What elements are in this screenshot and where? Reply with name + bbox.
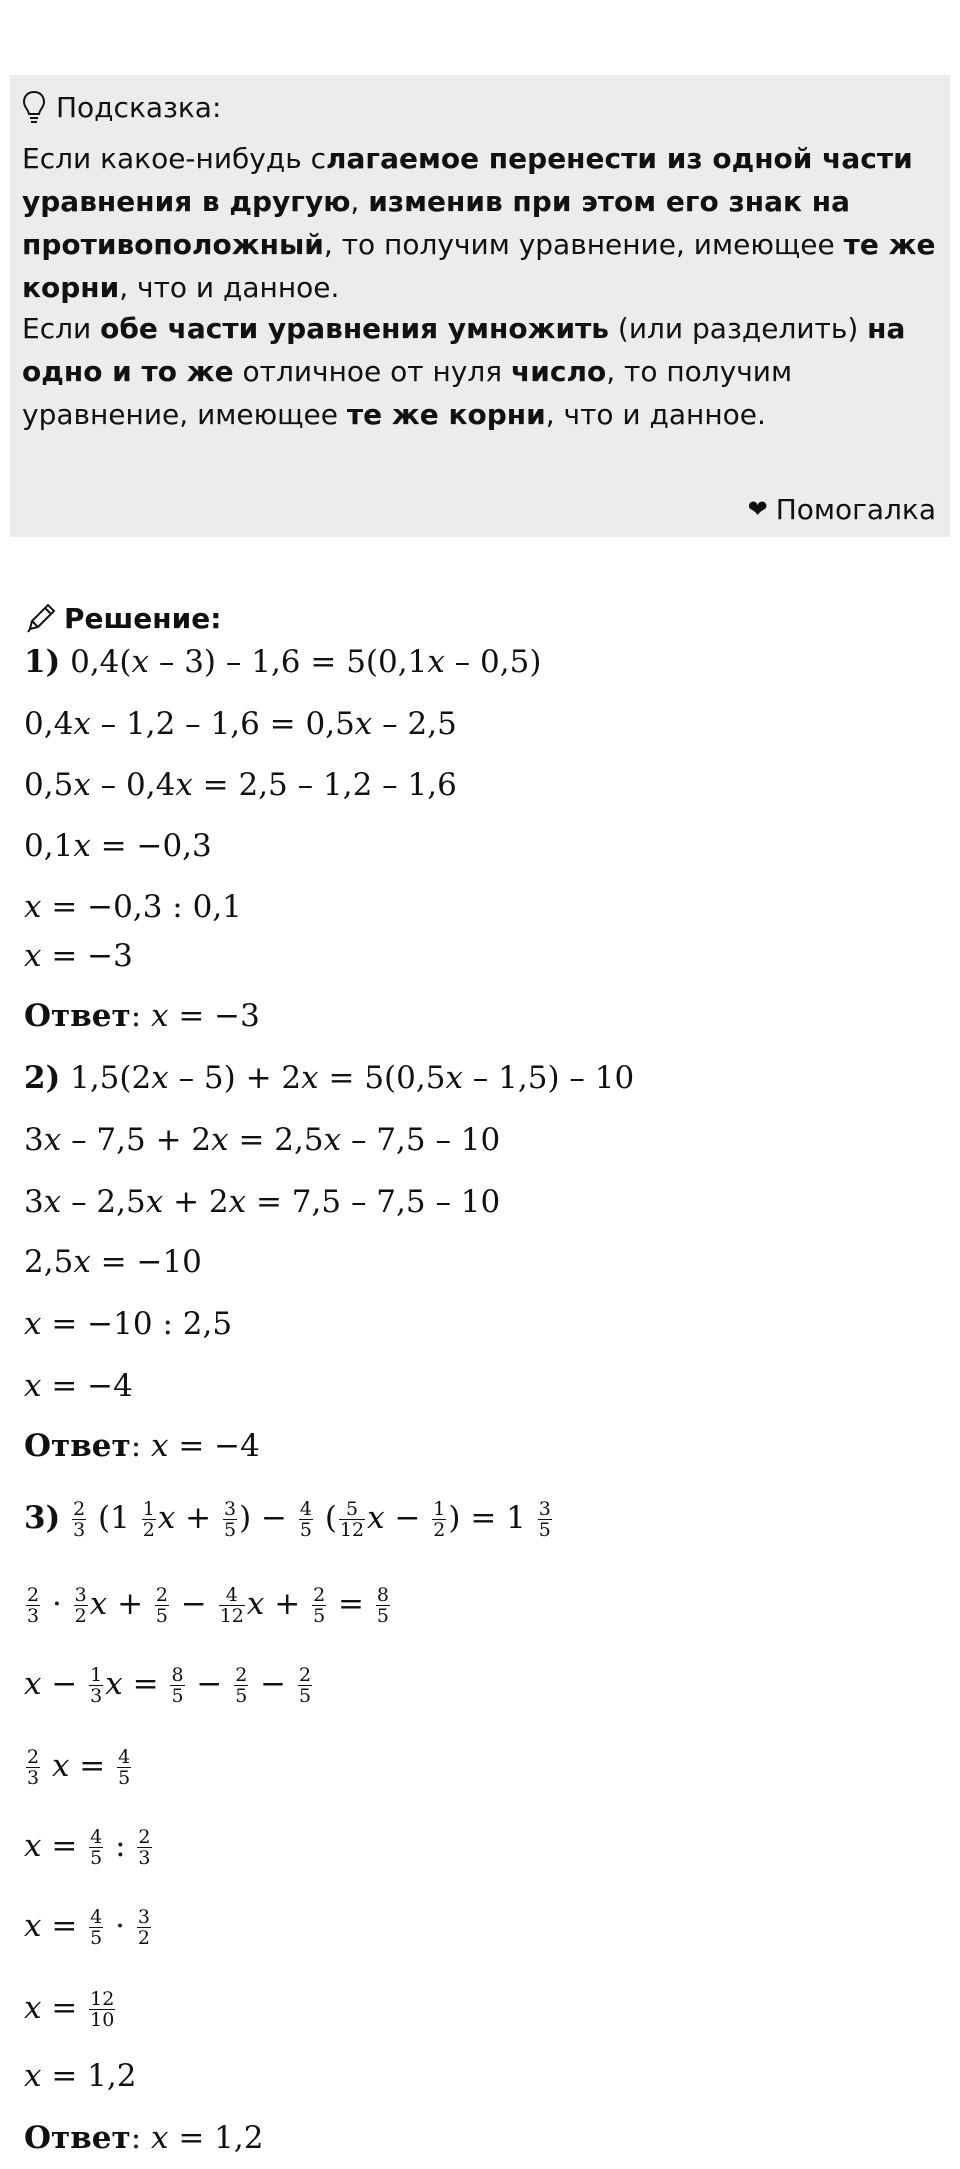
equation-line	[24, 936, 133, 976]
fraction	[26, 1585, 40, 1626]
fraction-denominator: 12	[339, 1519, 365, 1541]
fraction-denominator: 2	[74, 1605, 87, 1627]
math-variable: x	[24, 1908, 42, 1944]
fraction-denominator: 12	[219, 1605, 244, 1627]
math-text: ·	[42, 1586, 72, 1622]
math-text: – 7,5 + 2	[61, 1122, 212, 1158]
equation-line	[24, 2056, 136, 2096]
math-variable: x	[367, 1500, 385, 1536]
math-variable: x	[73, 1244, 91, 1280]
math-text: = 1,2	[41, 2058, 137, 2094]
math-variable: x	[445, 1060, 463, 1096]
math-bold-label: Ответ	[24, 1428, 131, 1464]
math-text	[42, 1748, 52, 1784]
fraction	[432, 1499, 446, 1540]
fraction	[137, 1907, 151, 1948]
pomogalka-link[interactable]	[748, 489, 936, 529]
math-variable: x	[427, 644, 445, 680]
fraction-denominator: 3	[90, 1685, 103, 1707]
hint-bold-text: те же корни	[22, 228, 936, 304]
fraction-denominator: 2	[433, 1519, 446, 1541]
math-text: =	[41, 1908, 88, 1944]
fraction-denominator: 5	[155, 1605, 169, 1627]
fraction-numerator: 4	[90, 1906, 103, 1928]
fraction-denominator: 5	[235, 1685, 248, 1707]
math-text: 3	[24, 1184, 44, 1220]
math-variable: x	[43, 1122, 62, 1158]
math-text: = 5(0,5	[318, 1060, 446, 1096]
math-text: – 7,5 – 10	[341, 1122, 501, 1158]
hint-bold-text: обе части уравнения умножить	[100, 312, 610, 345]
math-variable: x	[89, 1586, 108, 1622]
math-variable: x	[24, 1306, 42, 1342]
hint-box	[10, 75, 950, 537]
math-bold-label: 2)	[24, 1060, 61, 1096]
fraction-numerator: 4	[299, 1498, 312, 1520]
hint-bold-text: те же корни	[346, 398, 546, 431]
hint-text: Если какое-нибудь с	[22, 142, 327, 175]
math-text: = −4	[168, 1428, 260, 1464]
fraction	[26, 1747, 40, 1788]
math-variable: x	[24, 938, 42, 974]
math-text: =	[328, 1586, 374, 1622]
fraction	[170, 1665, 184, 1706]
fraction-denominator: 3	[27, 1767, 40, 1789]
fraction-numerator: 2	[73, 1498, 86, 1520]
equation-line	[24, 1498, 554, 1540]
math-text: – 5) + 2	[168, 1060, 302, 1096]
fraction	[142, 1499, 156, 1540]
fraction	[155, 1585, 169, 1626]
fraction-numerator: 1	[142, 1498, 155, 1520]
math-text: 0,4	[24, 706, 74, 742]
equation-line	[24, 1664, 314, 1706]
math-text: 1,5(2	[60, 1060, 152, 1096]
fraction-numerator: 2	[27, 1584, 40, 1606]
math-text: −	[250, 1666, 296, 1702]
math-text: +	[264, 1586, 311, 1622]
pencil-icon	[24, 601, 58, 635]
fraction-numerator: 3	[74, 1584, 87, 1606]
math-variable: x	[354, 706, 373, 742]
fraction	[72, 1499, 86, 1540]
fraction-denominator: 2	[142, 1519, 155, 1541]
fraction-numerator: 8	[171, 1664, 184, 1686]
fraction-denominator: 3	[27, 1605, 40, 1627]
fraction	[298, 1665, 312, 1706]
math-text: 3	[24, 1122, 44, 1158]
math-text: – 2,5	[61, 1184, 146, 1220]
equation-line	[24, 765, 457, 805]
fraction-numerator: 2	[299, 1664, 312, 1686]
math-variable: x	[323, 1122, 342, 1158]
math-text: – 0,4	[90, 767, 176, 803]
math-text: – 0,5)	[444, 644, 542, 680]
hint-bold-text: изменив при этом его знак на противоположный	[22, 185, 850, 261]
fraction	[89, 1827, 103, 1868]
fraction	[339, 1499, 365, 1540]
math-text: = −3	[41, 938, 133, 974]
fraction-numerator: 4	[219, 1585, 245, 1606]
fraction-denominator: 2	[137, 1927, 150, 1949]
hint-text: Если	[22, 312, 101, 345]
fraction-numerator: 12	[90, 1988, 115, 2010]
math-variable: x	[228, 1184, 247, 1220]
math-variable: x	[24, 889, 42, 925]
math-text: 0,1	[24, 828, 74, 864]
hint-text: отличное от нуля	[233, 355, 512, 388]
math-text: ·	[105, 1908, 135, 1944]
fraction-numerator: 2	[313, 1584, 326, 1606]
math-bold-label: Ответ	[24, 998, 131, 1034]
fraction-numerator: 3	[538, 1498, 551, 1520]
math-variable: x	[51, 1748, 70, 1784]
math-text: 0,5	[24, 767, 74, 803]
fraction-numerator: 5	[339, 1499, 365, 1520]
equation-line	[24, 996, 260, 1036]
fraction-numerator: 8	[376, 1584, 389, 1606]
math-text: = −3	[168, 998, 260, 1034]
math-bold-label: 1)	[24, 644, 61, 680]
math-text: = −4	[41, 1368, 133, 1404]
math-text: (	[314, 1500, 337, 1536]
hint-title: Подсказка:	[56, 90, 222, 124]
equation-line	[24, 1058, 634, 1098]
math-text: =	[41, 1990, 88, 2026]
math-text: +	[175, 1500, 221, 1536]
hint-text: , то получим уравнение, имеющее	[22, 355, 793, 431]
math-text: =	[41, 1828, 88, 1864]
math-variable: x	[73, 828, 91, 864]
math-text: :	[130, 1428, 151, 1464]
fraction	[137, 1827, 151, 1868]
hint-bold-text: лагаемое перенести из одной части уравнения в другую	[22, 142, 913, 218]
equation-line	[24, 1304, 232, 1344]
equation-line	[24, 1826, 154, 1868]
fraction-denominator: 10	[90, 2009, 115, 2031]
fraction	[89, 1989, 115, 2030]
math-variable: x	[24, 1666, 42, 1702]
fraction-denominator: 5	[538, 1519, 551, 1541]
math-variable: x	[131, 644, 149, 680]
fraction-numerator: 4	[90, 1826, 103, 1848]
math-text: =	[69, 1748, 116, 1784]
solution-title: Решение:	[64, 601, 222, 635]
fraction-denominator: 3	[138, 1847, 151, 1869]
math-variable: x	[24, 2058, 42, 2094]
fraction-denominator: 5	[224, 1519, 237, 1541]
equation-line	[24, 2118, 263, 2158]
fraction	[74, 1585, 88, 1626]
equation-line	[24, 1906, 153, 1948]
fraction	[89, 1665, 103, 1706]
hint-text: , что и данное.	[545, 398, 766, 431]
equation-line	[24, 1242, 202, 1282]
hint-bold-text: число	[511, 355, 607, 388]
fraction	[299, 1499, 313, 1540]
math-variable: x	[151, 1428, 169, 1464]
math-variable: x	[145, 1184, 164, 1220]
math-text: = −0,3 : 0,1	[41, 889, 242, 925]
math-text: ) −	[239, 1500, 297, 1536]
hint-text: , то получим уравнение, имеющее	[323, 228, 844, 261]
math-variable: x	[151, 998, 169, 1034]
math-text: = 7,5 – 7,5 – 10	[246, 1184, 501, 1220]
fraction	[234, 1665, 248, 1706]
fraction	[219, 1585, 245, 1626]
math-text	[60, 1500, 70, 1536]
fraction-denominator: 5	[299, 1519, 312, 1541]
fraction-numerator: 1	[90, 1664, 103, 1686]
math-variable: x	[24, 1368, 42, 1404]
solution-header	[24, 596, 221, 640]
fraction-denominator: 5	[299, 1685, 312, 1707]
hint-rule-transfer	[22, 137, 938, 309]
math-text: :	[105, 1828, 136, 1864]
math-variable: x	[24, 1828, 42, 1864]
math-variable: x	[246, 1586, 265, 1622]
math-variable: x	[175, 767, 193, 803]
equation-line	[24, 1584, 392, 1626]
fraction-denominator: 5	[118, 1767, 131, 1789]
fraction	[223, 1499, 237, 1540]
fraction	[538, 1499, 552, 1540]
math-bold-label: 3)	[24, 1500, 61, 1536]
fraction	[312, 1585, 326, 1626]
math-text: = 1,2	[168, 2120, 264, 2156]
fraction-numerator: 2	[155, 1584, 169, 1606]
math-variable: x	[43, 1184, 62, 1220]
fraction-numerator: 3	[224, 1498, 237, 1520]
hint-text: (или разделить)	[609, 312, 868, 345]
pomogalka-label: Помогалка	[775, 492, 936, 526]
math-variable: x	[211, 1122, 229, 1158]
math-text: −	[171, 1586, 217, 1622]
math-text: −	[384, 1500, 431, 1536]
math-text: 0,4(	[60, 644, 132, 680]
heart-icon: ❤	[747, 495, 768, 523]
hint-text: ,	[350, 185, 369, 218]
math-text: + 2	[163, 1184, 229, 1220]
equation-line	[24, 1988, 117, 2030]
fraction	[117, 1747, 131, 1788]
math-text: – 1,2 – 1,6 = 0,5	[90, 706, 355, 742]
math-variable: x	[151, 1060, 169, 1096]
fraction	[376, 1585, 390, 1626]
math-text: = 2,5	[228, 1122, 324, 1158]
math-text: =	[122, 1666, 169, 1702]
equation-line	[24, 1426, 260, 1466]
fraction-numerator: 3	[137, 1906, 150, 1928]
equation-line	[24, 642, 541, 682]
math-text: :	[130, 2120, 151, 2156]
equation-line	[24, 704, 457, 744]
math-variable: x	[73, 767, 91, 803]
lightbulb-icon	[22, 90, 46, 124]
equation-line	[24, 826, 212, 866]
math-text: −	[41, 1666, 88, 1702]
hint-text: , что и данное.	[119, 271, 340, 304]
math-text: :	[130, 998, 151, 1034]
math-variable: x	[157, 1500, 176, 1536]
hint-header	[22, 85, 221, 129]
hint-rule-multiply	[22, 307, 938, 436]
fraction-denominator: 3	[73, 1519, 86, 1541]
fraction-numerator: 1	[433, 1498, 446, 1520]
math-variable: x	[151, 2120, 169, 2156]
math-text: +	[107, 1586, 153, 1622]
fraction-denominator: 5	[90, 1927, 103, 1949]
fraction-denominator: 5	[376, 1605, 389, 1627]
math-text: = −0,3	[90, 828, 212, 864]
math-text: = 2,5 – 1,2 – 1,6	[192, 767, 457, 803]
math-text: −	[186, 1666, 233, 1702]
fraction-denominator: 5	[171, 1685, 184, 1707]
fraction-numerator: 2	[138, 1826, 151, 1848]
fraction	[89, 1907, 103, 1948]
math-text: (1	[88, 1500, 140, 1536]
math-variable: x	[301, 1060, 319, 1096]
fraction-numerator: 4	[118, 1746, 131, 1768]
math-text: – 1,5) – 10	[462, 1060, 635, 1096]
fraction-denominator: 5	[90, 1847, 103, 1869]
math-text: ) = 1	[448, 1500, 536, 1536]
math-bold-label: Ответ	[24, 2120, 131, 2156]
math-text: – 3) – 1,6 = 5(0,1	[148, 644, 428, 680]
equation-line	[24, 1366, 133, 1406]
fraction-numerator: 2	[235, 1664, 248, 1686]
fraction-denominator: 5	[313, 1605, 326, 1627]
fraction-numerator: 2	[27, 1746, 40, 1768]
math-variable: x	[73, 706, 91, 742]
hint-bold-text: на одно и то же	[22, 312, 906, 388]
equation-line	[24, 887, 242, 927]
math-text: = −10	[90, 1244, 202, 1280]
math-text: – 2,5	[372, 706, 457, 742]
math-variable: x	[105, 1666, 123, 1702]
equation-line	[24, 1120, 500, 1160]
math-text: = −10 : 2,5	[41, 1306, 233, 1342]
math-text: 2,5	[24, 1244, 74, 1280]
equation-line	[24, 1746, 133, 1788]
equation-line	[24, 1182, 500, 1222]
math-variable: x	[24, 1990, 42, 2026]
